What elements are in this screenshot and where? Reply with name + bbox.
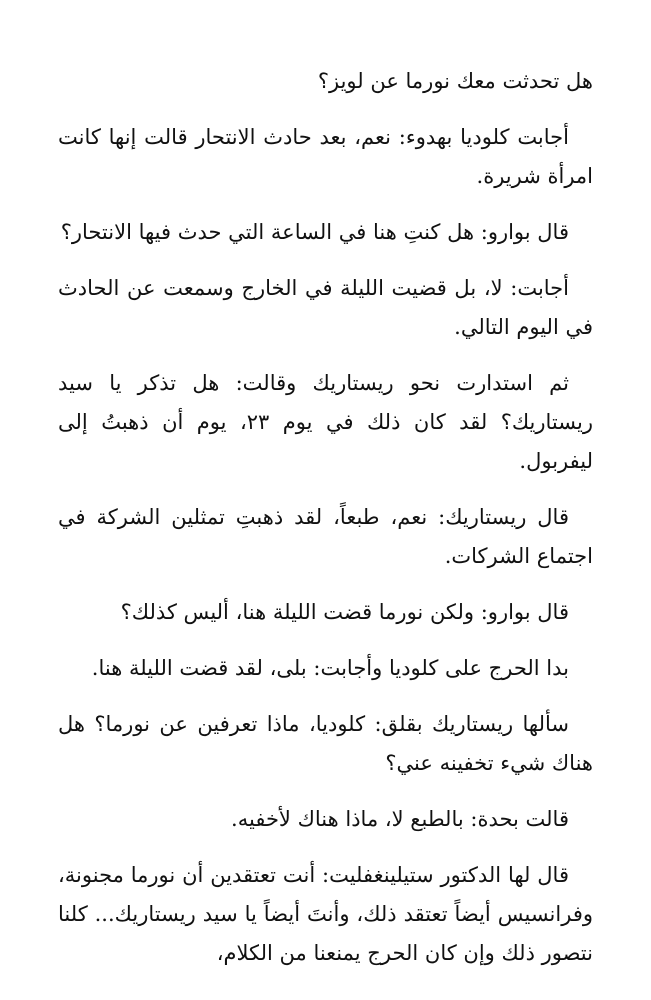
paragraph-7: قال بوارو: ولكن نورما قضت الليلة هنا، أليس كذلك؟ [120, 600, 569, 624]
paragraph-8: بدا الحرج على كلوديا وأجابت: بلى، لقد قضت الليلة هنا. [91, 656, 569, 680]
paragraph-4: أجابت: لا، بل قضيت الليلة في الخارج وسمعت عن الحادث في اليوم التالي. [58, 276, 593, 339]
page-body [58, 62, 593, 990]
paragraph-9: سألها ريستاريك بقلق: كلوديا، ماذا تعرفين عن نورما؟ هل هناك شيء تخفينه عني؟ [58, 712, 593, 775]
paragraph-11: قال لها الدكتور ستيلينغفليت: أنت تعتقدين أن نورما مجنونة، وفرانسيس أيضاً تعتقد ذلك، وأنتَ أيضاً يا سيد ريستاريك... كلنا نتصور ذلك وإن كان الحرج يمنعنا من الكلام، [58, 863, 593, 965]
paragraph-2: أجابت كلوديا بهدوء: نعم، بعد حادث الانتحار قالت إنها كانت امرأة شريرة. [58, 125, 593, 188]
paragraph-10: قالت بحدة: بالطبع لا، ماذا هناك لأخفيه. [231, 807, 569, 831]
paragraph-6: قال ريستاريك: نعم، طبعاً، لقد ذهبتِ تمثلين الشركة في اجتماع الشركات. [58, 505, 593, 568]
paragraph-3: قال بوارو: هل كنتِ هنا في الساعة التي حدث فيها الانتحار؟ [60, 220, 569, 244]
paragraph-5: ثم استدارت نحو ريستاريك وقالت: هل تذكر يا سيد ريستاريك؟ لقد كان ذلك في يوم ٢٣، يوم أن ذهبتُ إلى ليفربول. [58, 371, 593, 473]
paragraph-1: هل تحدثت معك نورما عن لويز؟ [317, 69, 593, 93]
